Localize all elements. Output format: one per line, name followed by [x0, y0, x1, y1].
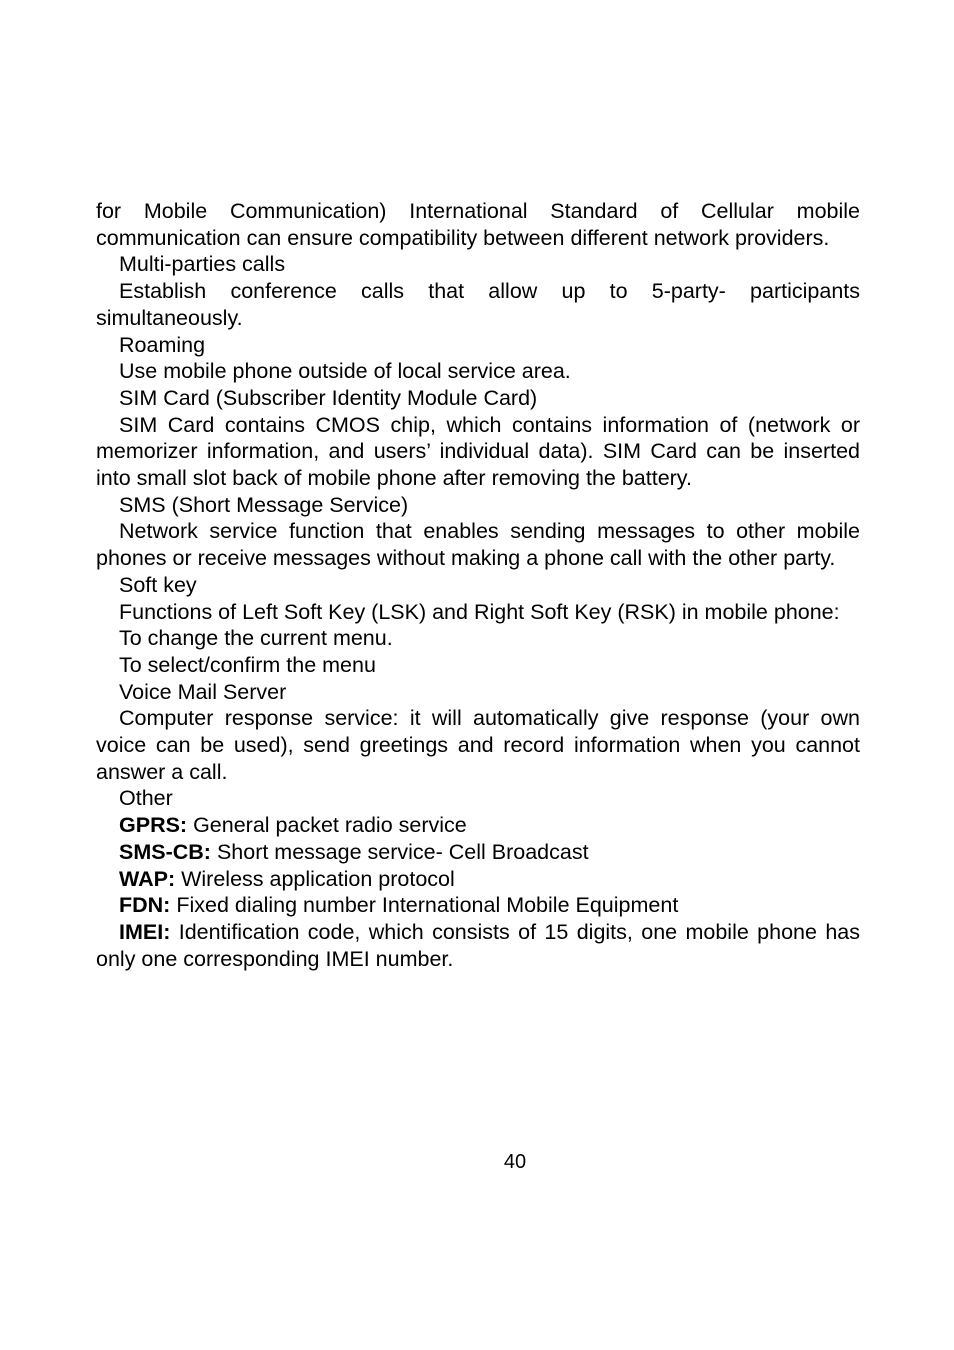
term-heading: Voice Mail Server [119, 679, 287, 704]
term-heading: Roaming [119, 332, 206, 357]
abbreviation-definition: Identification code, which consists of 15 digits, one mobile phone has only one corresponding IMEI number. [96, 919, 860, 971]
list-item: To change the current menu. [119, 626, 393, 651]
abbreviation-wap [96, 866, 860, 893]
abbreviation-term: IMEI: [119, 919, 171, 944]
definition-paragraph: SIM Card contains CMOS chip, which contains information of (network or memorizer information, and users’ individual data). SIM Card can be inserted into small slot back of mobile phone after removing the battery. [96, 412, 860, 491]
term-heading: Other [119, 786, 173, 811]
term-heading: SMS (Short Message Service) [119, 492, 409, 517]
abbreviation-gprs [96, 812, 860, 839]
abbreviation-sms-cb [96, 839, 860, 866]
abbreviation-fdn [96, 892, 860, 919]
page-body [96, 198, 860, 972]
abbreviation-term: GPRS: [119, 813, 188, 838]
abbreviation-definition: Wireless application protocol [175, 866, 455, 891]
term-heading: Soft key [119, 572, 197, 597]
abbreviation-definition: Short message service- Cell Broadcast [210, 839, 589, 864]
term-heading: SIM Card (Subscriber Identity Module Card) [119, 385, 538, 410]
continuation-paragraph: for Mobile Communication) International Standard of Cellular mobile communication can ensure compatibility between different network providers. [96, 199, 860, 250]
definition-paragraph: Network service function that enables sending messages to other mobile phones or receive messages without making a phone call with the other party. [96, 519, 860, 571]
abbreviation-term: SMS-CB: [119, 839, 211, 864]
list-item: To select/confirm the menu [119, 652, 376, 677]
definition-paragraph: Establish conference calls that allow up to 5-party- participants simultaneously. [96, 279, 860, 330]
page-number: 40 [503, 1151, 527, 1173]
abbreviation-definition: General packet radio service [187, 813, 467, 838]
definition-paragraph: Functions of Left Soft Key (LSK) and Right Soft Key (RSK) in mobile phone: [119, 599, 840, 624]
term-heading: Multi-parties calls [119, 252, 286, 277]
abbreviation-definition: Fixed dialing number International Mobile Equipment [170, 893, 679, 918]
abbreviation-imei [96, 919, 860, 972]
definition-paragraph: Computer response service: it will automatically give response (your own voice can be used), send greetings and record information when you cannot answer a call. [96, 706, 860, 784]
definition-paragraph: Use mobile phone outside of local service area. [119, 359, 571, 384]
abbreviation-term: FDN: [119, 893, 171, 918]
abbreviation-term: WAP: [119, 866, 176, 891]
